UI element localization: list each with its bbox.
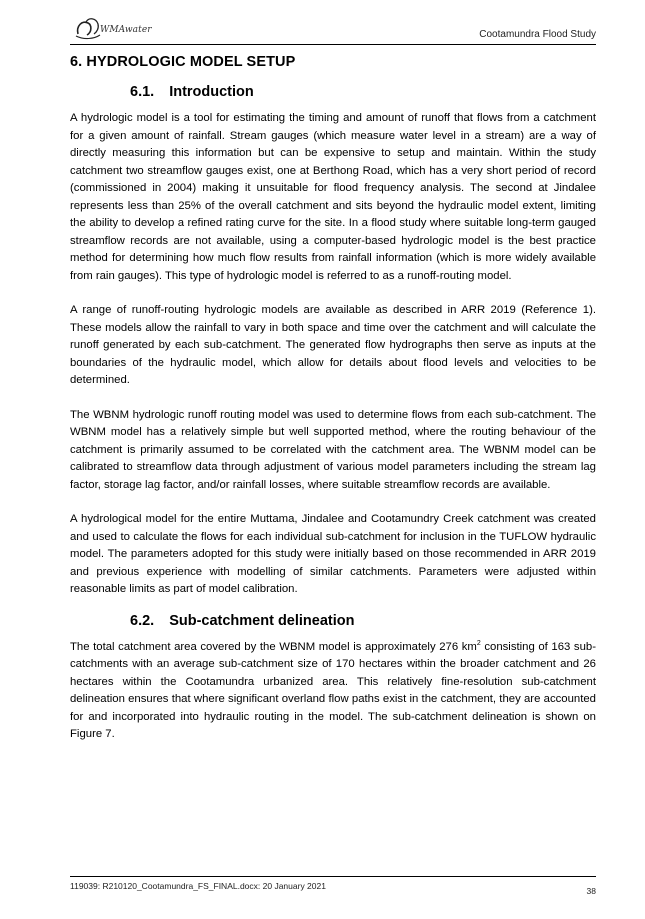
paragraph: A hydrological model for the entire Muttama, Jindalee and Cootamundry Creek catchment was created and used to calculate the flows for each individual sub-catchment for inclusion in the TUFLOW hydraulic model. The parameters adopted for this study were initially based on those recommended in ARR 2019 and previous experience with modelling of similar catchments. Parameters were adjusted within reasonable limits as part of model calibration. [70,513,596,595]
subsection-number: 6.2. [130,612,155,629]
document-reference: 119039: R210120_Cootamundra_FS_FINAL.docx: 20 January 2021 [70,881,326,891]
paragraph [70,639,596,744]
paragraph-text: The total catchment area covered by the WBNM model is approximately 276 km [70,640,477,653]
paragraph: The WBNM hydrologic runoff routing model was used to determine flows from each sub-catchment. The WBNM model has a relatively simple but well supported method, where the routing behaviour of the catchment is primarily assumed to be correlated with the catchment area. The WBNM model can be calibrated to streamflow data through adjustment of various model parameters including the stream lag factor, storage lag factor, and/or rainfall losses, where suitable streamflow records are available. [70,408,596,491]
paragraph-text: consisting of 163 sub-catchments with an average sub-catchment size of 170 hectares within the broader catchment and 26 hectares within the Cootamundra urbanized area. This relatively fine-resolution sub-catchment delineation ensures that where significant overland flow paths exist in the catchment, they are accounted for and incorporated into hydraulic routing in the model. The sub-catchment delineation is shown on Figure 7. [70,640,596,740]
page-footer [70,876,596,907]
page-content [70,52,596,744]
page-number: 38 [586,886,596,896]
subsection-number: 6.1. [130,84,155,100]
section-heading: 6. HYDROLOGIC MODEL SETUP [70,54,296,70]
logo-text: WMAwater [100,25,152,35]
page-header [70,14,596,45]
paragraph: A hydrologic model is a tool for estimating the timing and amount of runoff that flows from a catchment for a given amount of rainfall. Stream gauges (which measure water level in a stream) are a way of directly measuring this information but can be expensive to setup and maintain. Within the study catchment two streamflow gauges exist, one at Berthong Road, which has a very short period of record (commissioned in 2004) making it unsuitable for flood frequency analysis. The second at Jindalee represents less than 25% of the overall catchment and sits beyond the hydraulic model extent, limiting the ability to develop a refined rating curve for the site. In a flood study where suitable long-term gauged streamflow records are not available, using a computer-based hydrologic model is the best practice method for determining how much flow results from rainfall information (which is more widely available from rain gauges). This type of hydrologic model is referred to as a runoff-routing model. [70,112,596,282]
report-title: Cootamundra Flood Study [479,29,596,40]
subsection-heading-introduction [70,84,596,100]
subsection-title: Introduction [169,84,254,100]
subsection-title: Sub-catchment delineation [169,612,355,629]
superscript: 2 [476,639,481,647]
company-logo [72,14,182,42]
subsection-heading-sub-catchment [70,613,596,629]
paragraph: A range of runoff-routing hydrologic models are available as described in ARR 2019 (Reference 1). These models allow the rainfall to vary in both space and time over the catchment and will calculate the runoff generated by each sub-catchment. The generated flow hydrographs then serve as inputs at the boundaries of the hydraulic model, which allow for details about flood levels and velocities to be determined. [70,304,596,386]
